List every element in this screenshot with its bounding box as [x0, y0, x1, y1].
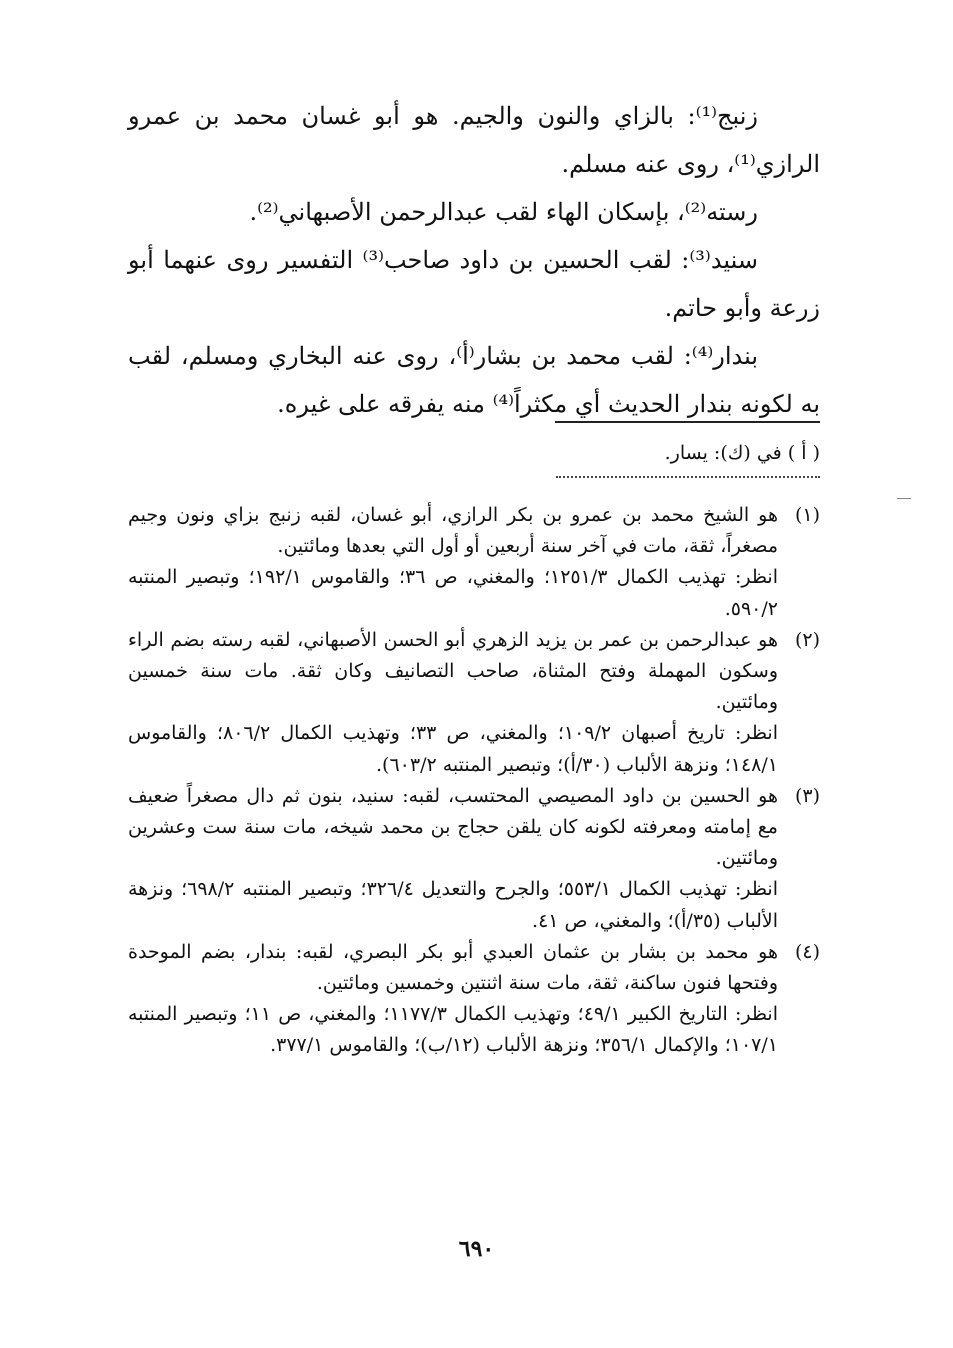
footnote-1	[128, 500, 820, 625]
main-text	[128, 92, 820, 428]
dotted-separator	[556, 476, 820, 478]
footnote-separator	[555, 421, 820, 423]
footnote-text: هو محمد بن بشار بن عثمان العبدي أبو بكر البصري، لقبه: بندار، بضم الموحدة وفتحها فنون ساكنة، ثقة، مات سنة اثنتين وخمسين ومائتين.	[128, 940, 778, 995]
footnote-number: (٤)	[794, 940, 820, 963]
footnote-text: هو الحسين بن داود المصيصي المحتسب، لقبه: سنيد، بنون ثم دال مصغراً ضعيف مع إمامته ومعرفته لكونه كان يلقن حجاج بن محمد شيخه، مات سنة ست وعشرين ومائتين.	[128, 784, 778, 870]
footnote-number: (٢)	[794, 628, 820, 651]
paragraph-zanbaj: زنبج⁽¹⁾: بالزاي والنون والجيم. هو أبو غسان محمد بن عمرو الرازي⁽¹⁾، روى عنه مسلم.	[128, 102, 820, 178]
variant-note: ( أ ) في (ك): يسار.	[664, 442, 820, 464]
footnote-4	[128, 937, 820, 1062]
footnote-reference: انظر: التاريخ الكبير ٤٩/١؛ وتهذيب الكمال ١١٧٧/٣؛ والمغني، ص ١١؛ وتبصير المنتبه ١٠٧/١؛ والإكمال ٣٥٦/١؛ ونزهة الألباب (١٢/ب)؛ والقاموس ٣٧٧/١.	[128, 1003, 779, 1057]
footnote-reference: انظر: تهذيب الكمال ٥٥٣/١؛ والجرح والتعديل ٣٢٦/٤؛ وتبصير المنتبه ٦٩٨/٢؛ ونزهة الألباب (٣٥/أ)؛ والمغني، ص ٤١.	[128, 878, 778, 932]
footnotes	[128, 500, 820, 1062]
paragraph-bundar: بندار⁽⁴⁾: لقب محمد بن بشار⁽أ⁾، روى عنه البخاري ومسلم، لقب به لكونه بندار الحديث أي مكثراً⁽⁴⁾ منه يفرقه على غيره.	[128, 342, 820, 418]
footnote-reference: انظر: تهذيب الكمال ١٢٥١/٣؛ والمغني، ص ٣٦؛ والقاموس ١٩٢/١؛ وتبصير المنتبه ٥٩٠/٢.	[128, 566, 778, 620]
scan-mark	[897, 498, 911, 499]
footnote-number: (١)	[794, 504, 820, 526]
paragraph-sunaid: سنيد⁽³⁾: لقب الحسين بن داود صاحب⁽³⁾ التفسير روى عنهما أبو زرعة وأبو حاتم.	[128, 246, 820, 322]
footnote-number: (٣)	[794, 784, 820, 807]
page-number: ٦٩٠	[458, 1236, 495, 1262]
paragraph-rustah: رسته⁽²⁾، بإسكان الهاء لقب عبدالرحمن الأصبهاني⁽²⁾.	[249, 198, 758, 226]
footnote-text: هو عبدالرحمن بن عمر بن يزيد الزهري أبو الحسن الأصبهاني، لقبه رسته بضم الراء وسكون المهملة وفتح المثناة، صاحب التصانيف وكان ثقة. مات سنة خمسين ومائتين.	[128, 628, 778, 714]
footnote-text: هو الشيخ محمد بن عمرو بن بكر الرازي، أبو غسان، لقبه زنبج بزاي ونون وجيم مصغراً، ثقة، مات في آخر سنة أربعين أو أول التي بعدها ومائتين.	[128, 504, 778, 558]
footnote-3	[128, 781, 820, 937]
footnote-2	[128, 625, 820, 781]
footnote-reference: انظر: تاريخ أصبهان ١٠٩/٢؛ والمغني، ص ٣٣؛ وتهذيب الكمال ٨٠٦/٢؛ والقاموس ١٤٨/١؛ ونزهة الألباب (٣٠/أ)؛ وتبصير المنتبه ٦٠٣/٢).	[128, 722, 778, 776]
